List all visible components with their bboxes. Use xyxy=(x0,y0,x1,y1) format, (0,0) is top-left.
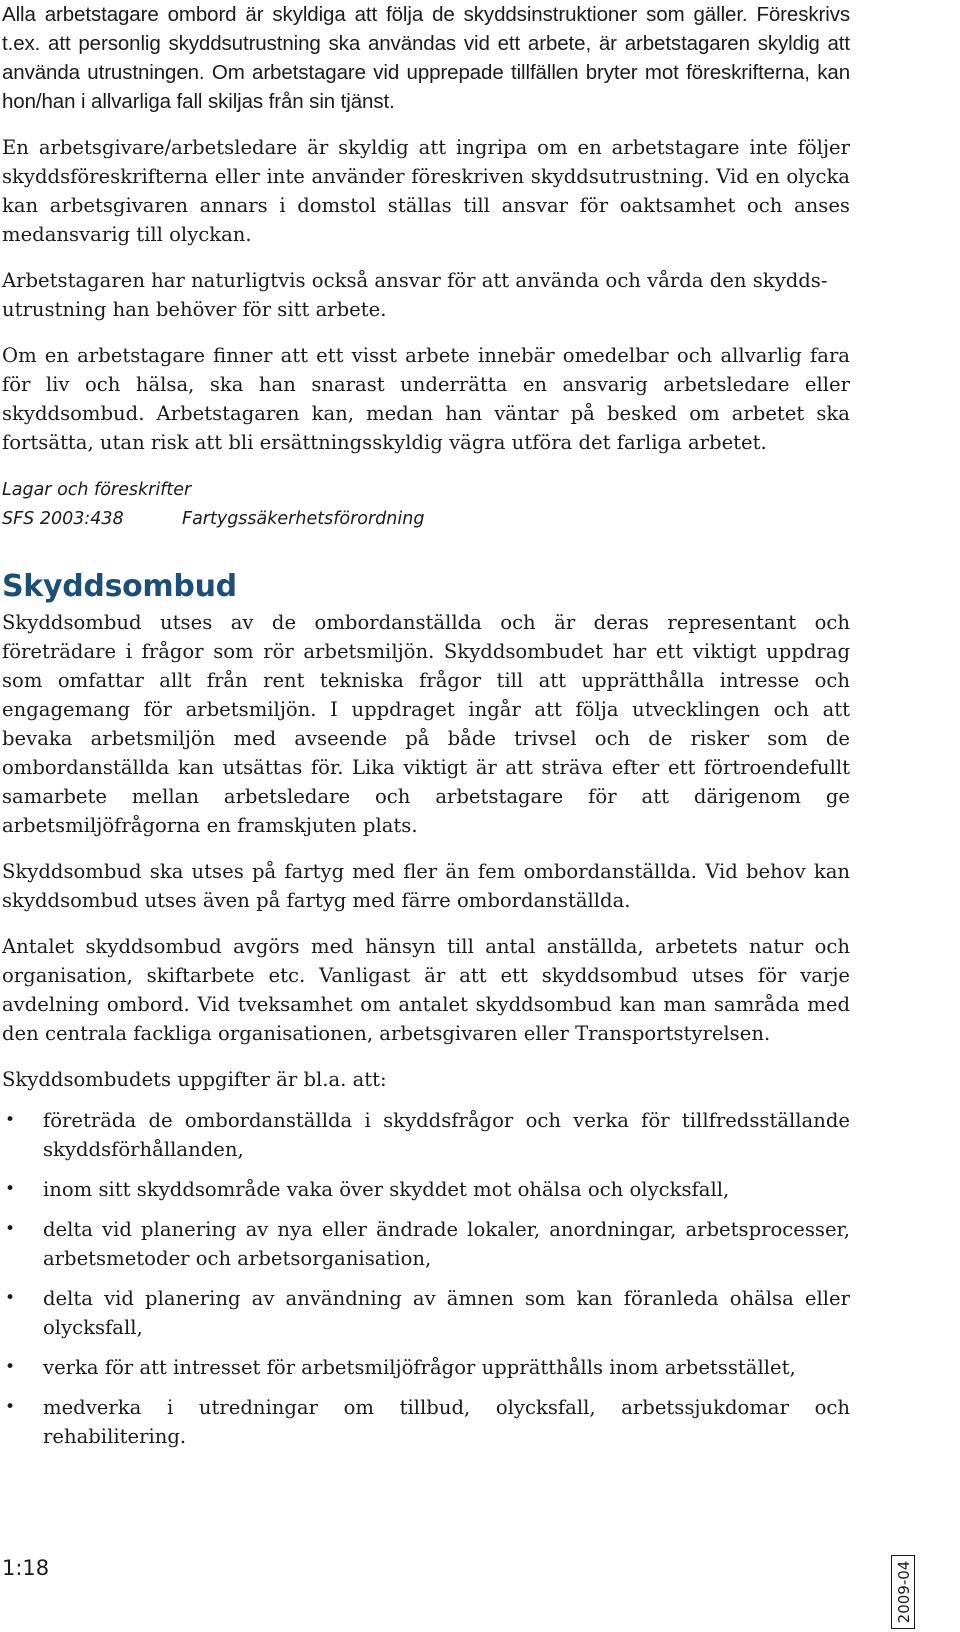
list-item-text: delta vid planering av användning av ämnen som kan föranleda ohälsa eller olycksfall, xyxy=(43,1287,850,1339)
list-item xyxy=(2,1284,850,1342)
bullet-icon: • xyxy=(5,1288,16,1308)
law-name: Fartygssäkerhetsförordning xyxy=(182,509,425,529)
bullet-icon: • xyxy=(5,1179,16,1199)
tasks-list xyxy=(2,1106,850,1451)
bullet-icon: • xyxy=(5,1219,16,1239)
list-item xyxy=(2,1106,850,1164)
paragraph-employee-responsibility: Arbetstagaren har naturligtvis också ansvar för att använda och vårda den skydds-utrustning han behöver för sitt arbete. xyxy=(2,269,828,321)
paragraph-employer-duty: En arbetsgivare/arbetsledare är skyldig att ingripa om en arbetstagare inte följer skyddsföreskrifterna eller inte använder föreskriven skyddsutrustning. Vid en olycka kan arbetsgivaren annars i domstol ställas till ansvar för oaktsamhet och anses medansvarig till olyckan. xyxy=(2,136,850,246)
list-item-text: medverka i utredningar om tillbud, olycksfall, arbetssjukdomar och rehabilitering. xyxy=(43,1396,850,1448)
laws-reference xyxy=(2,476,850,534)
paragraph-tasks-intro: Skyddsombudets uppgifter är bl.a. att: xyxy=(2,1068,387,1091)
bullet-icon: • xyxy=(5,1110,16,1130)
list-item-text: inom sitt skyddsområde vaka över skyddet mot ohälsa och olycksfall, xyxy=(43,1178,730,1201)
paragraph-role-description: Skyddsombud utses av de ombordanställda och är deras representant och företrädare i frågor som rör arbetsmiljön. Skyddsombudet har ett viktigt uppdrag som omfattar allt från rent tekniska frågor till att upprätthålla intresse och engagemang för arbetsmiljön. I uppdraget ingår att följa utvecklingen och att bevaka arbetsmiljön med avseende på både trivsel och de risker som de ombordanställda kan utsättas för. Lika viktigt är att sträva efter ett förtroendefullt samarbete mellan arbetsledare och arbetstagare för att därigenom ge arbetsmiljöfrågorna en framskjuten plats. xyxy=(2,611,850,837)
section-title: Skyddsombud xyxy=(2,569,237,604)
list-item xyxy=(2,1353,850,1382)
page-number: 1:18 xyxy=(2,1556,50,1580)
list-item-text: företräda de ombordanställda i skyddsfrågor och verka för tillfredsställande skyddsförhållanden, xyxy=(43,1109,850,1161)
laws-heading: Lagar och föreskrifter xyxy=(2,480,192,500)
list-item xyxy=(2,1215,850,1273)
list-item xyxy=(2,1393,850,1451)
paragraph-number-of-representatives: Antalet skyddsombud avgörs med hänsyn till antal anställda, arbetets natur och organisation, skiftarbete etc. Vanligast är att ett skyddsombud utses för varje avdelning ombord. Vid tveksamhet om antalet skyddsombud kan man samråda med den centrala fackliga organisationen, arbetsgivaren eller Transportstyrelsen. xyxy=(2,935,850,1045)
list-item-text: verka för att intresset för arbetsmiljöfrågor upprätthålls inom arbetsstället, xyxy=(43,1356,796,1379)
paragraph-safety-instructions: Alla arbetstagare ombord är skyldiga att följa de skyddsinstruktioner som gäller. Föreskrivs t.ex. att personlig skyddsutrustning ska användas vid ett arbete, är arbetstagaren skyldig att använda utrustningen. Om arbetstagare vid upprepade tillfällen bryter mot föreskrifterna, kan hon/han i allvarliga fall skiljas från sin tjänst. xyxy=(2,3,850,113)
edition-stamp: 2009-04 xyxy=(891,1555,915,1629)
paragraph-refuse-dangerous-work: Om en arbetstagare finner att ett visst arbete innebär omedelbar och allvarlig fara för liv och hälsa, ska han snarast underrätta en ansvarig arbetsledare eller skyddsombud. Arbetstagaren kan, medan han väntar på besked om arbetet ska fortsätta, utan risk att bli ersättningsskyldig vägra utföra det farliga arbetet. xyxy=(2,344,850,454)
law-code: SFS 2003:438 xyxy=(2,509,124,529)
page-content xyxy=(2,0,850,1462)
law-row xyxy=(2,505,850,534)
list-item-text: delta vid planering av nya eller ändrade lokaler, anordningar, arbetsprocesser, arbetsmetoder och arbetsorganisation, xyxy=(43,1218,850,1270)
bullet-icon: • xyxy=(5,1357,16,1377)
list-item xyxy=(2,1175,850,1204)
bullet-icon: • xyxy=(5,1397,16,1417)
paragraph-when-appointed: Skyddsombud ska utses på fartyg med fler än fem ombordanställda. Vid behov kan skyddsombud utses även på fartyg med färre ombordanställda. xyxy=(2,860,850,912)
